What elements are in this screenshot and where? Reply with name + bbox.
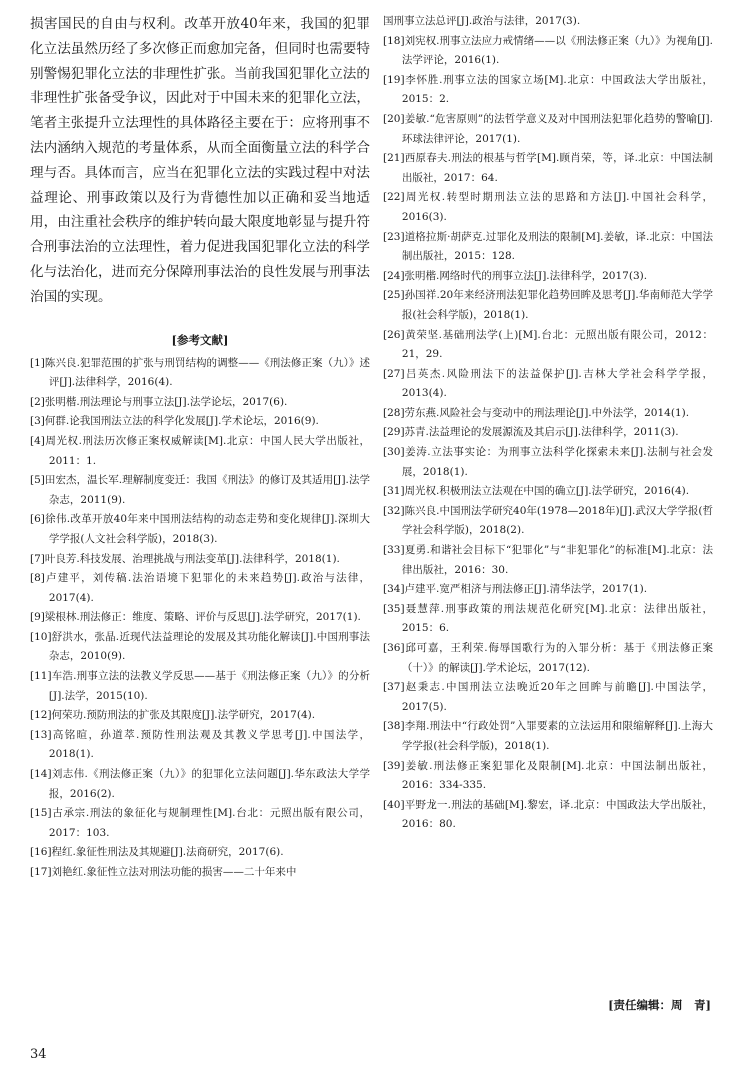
reference-item: [40]平野龙一.刑法的基础[M].黎宏，译.北京：中国政法大学出版社，2016：80. bbox=[383, 798, 713, 831]
reference-item: [39]姜敏.刑法修正案犯罪化及限制[M].北京：中国法制出版社，2016：334-335. bbox=[383, 759, 713, 792]
reference-item: [22]周光权.转型时期刑法立法的思路和方法[J].中国社会科学，2016(3). bbox=[383, 191, 713, 223]
references-list-left bbox=[30, 354, 370, 883]
reference-item: [9]梁根林.刑法修正：维度、策略、评价与反思[J].法学研究，2017(1). bbox=[30, 611, 361, 624]
reference-item: [7]叶良芳.科技发展、治理挑战与刑法变革[J].法律科学，2018(1). bbox=[30, 552, 340, 565]
reference-item: [10]舒洪水，张晶.近现代法益理论的发展及其功能化解读[J].中国刑事法杂志，2010(9). bbox=[30, 630, 370, 663]
reference-item: [4]周光权.刑法历次修正案权威解读[M].北京：中国人民大学出版社，2011：1. bbox=[30, 434, 370, 467]
reference-item: [13]高铭暄，孙道萃.预防性刑法观及其教义学思考[J].中国法学，2018(1). bbox=[30, 728, 370, 761]
references-heading: [参考文献] bbox=[171, 332, 229, 347]
reference-item: [31]周光权.积极刑法立法观在中国的确立[J].法学研究，2016(4). bbox=[383, 485, 690, 498]
reference-item: [3]何群.论我国刑法立法的科学化发展[J].学术论坛，2016(9). bbox=[30, 415, 319, 428]
reference-item: [23]道格拉斯·胡萨克.过罪化及刑法的限制[M].姜敏，译.北京：中国法制出版社，2015：128. bbox=[383, 230, 713, 263]
reference-item: [8]卢建平，刘传稿.法治语境下犯罪化的未来趋势[J].政治与法律，2017(4). bbox=[30, 572, 370, 604]
reference-item: [16]程红.象征性刑法及其规避[J].法商研究，2017(6). bbox=[30, 846, 284, 859]
reference-item: [15]古承宗.刑法的象征化与规制理性[M].台北：元照出版有限公司，2017：103. bbox=[30, 807, 370, 839]
editor-note: [责任编辑：周 青] bbox=[608, 998, 711, 1012]
page-number: 34 bbox=[30, 1047, 47, 1062]
reference-item: [26]黄荣坚.基础刑法学(上)[M].台北：元照出版有限公司，2012：21，29. bbox=[383, 328, 713, 361]
reference-item: [12]何荣功.预防刑法的扩张及其限度[J].法学研究，2017(4). bbox=[30, 709, 316, 722]
reference-item: [32]陈兴良.中国刑法学研究40年(1978—2018年)[J].武汉大学学报(哲学社会科学版)，2018(2). bbox=[383, 504, 713, 537]
body-paragraph: 损害国民的自由与权利。改革开放40年来，我国的犯罪化立法虽然历经了多次修正而愈加完备，但同时也需要特别警惕犯罪化立法的非理性扩张。当前我国犯罪化立法的非理性扩张备受争议，因此对于中国未来的犯罪化立法，笔者主张提升立法理性的具体路径主要在于：应将刑事不法内涵纳入规范的考量体系，从而全面衡量立法的科学合理与否。具体而言，应当在犯罪化立法的实践过程中对法益理论、刑事政策以及行为背德性加以正确和妥当地适用，由注重社会秩序的维护转向最大限度地彰显与提升符合刑事法治的立法理性，着力促进我国犯罪化立法的科学化与法治化，进而充分保障刑事法治的良性发展与刑事法治国的实现。 bbox=[30, 16, 370, 305]
reference-item: [34]卢建平.宽严相济与刑法修正[J].清华法学，2017(1). bbox=[383, 583, 648, 596]
reference-item: [11]车浩.刑事立法的法教义学反思——基于《刑法修正案（九）》的分析[J].法学，2015(10). bbox=[30, 670, 370, 702]
reference-item: [33]夏勇.和谐社会目标下“犯罪化”与“非犯罪化”的标准[M].北京：法律出版社，2016：30. bbox=[383, 544, 713, 576]
reference-item: [24]张明楷.网络时代的刑事立法[J].法律科学，2017(3). bbox=[383, 269, 648, 282]
right-column bbox=[383, 12, 713, 835]
reference-item: [1]陈兴良.犯罪范围的扩张与刑罚结构的调整——《刑法修正案（九）》述评[J].法律科学，2016(4). bbox=[30, 356, 370, 389]
reference-item: [19]李怀胜.刑事立法的国家立场[M].北京：中国政法大学出版社，2015：2. bbox=[383, 73, 713, 106]
reference-item: [29]苏青.法益理论的发展源流及其启示[J].法律科学，2011(3). bbox=[383, 426, 679, 439]
references-list-right bbox=[383, 12, 713, 835]
reference-item: [28]劳东燕.风险社会与变动中的刑法理论[J].中外法学，2014(1). bbox=[383, 406, 690, 419]
reference-item: [25]孙国祥.20年来经济刑法犯罪化趋势回眸及思考[J].华南师范大学学报(社会科学版)，2018(1). bbox=[383, 289, 713, 321]
reference-item: [5]田宏杰，温长军.理解制度变迁：我国《刑法》的修订及其适用[J].法学杂志，2011(9). bbox=[30, 474, 370, 506]
reference-item: [14]刘志伟.《刑法修正案（九）》的犯罪化立法问题[J].华东政法大学学报，2016(2). bbox=[30, 768, 370, 800]
reference-item: [2]张明楷.刑法理论与刑事立法[J].法学论坛，2017(6). bbox=[30, 395, 288, 408]
reference-item: [35]聂慧萍.刑事政策的刑法规范化研究[M].北京：法律出版社，2015：6. bbox=[383, 602, 713, 635]
reference-item: [18]刘宪权.刑事立法应力戒情绪——以《刑法修正案（九）》为视角[J].法学评论，2016(1). bbox=[383, 34, 713, 67]
reference-item: [38]李翔.刑法中“行政处罚”入罪要素的立法运用和限缩解释[J].上海大学学报(社会科学版)，2018(1). bbox=[383, 720, 713, 752]
reference-item: [6]徐伟.改革开放40年来中国刑法结构的动态走势和变化规律[J].深圳大学学报(人文社会科学版)，2018(3). bbox=[30, 513, 370, 545]
reference-item: 国刑事立法总评[J].政治与法律，2017(3). bbox=[383, 15, 581, 27]
reference-item: [30]姜涛.立法事实论：为刑事立法科学化探索未来[J].法制与社会发展，2018(1). bbox=[383, 446, 713, 478]
reference-item: [21]西原春夫.刑法的根基与哲学[M].顾肖荣，等，译.北京：中国法制出版社，2017：64. bbox=[383, 152, 713, 184]
reference-item: [27]吕英杰.风险刑法下的法益保护[J].吉林大学社会科学学报，2013(4). bbox=[383, 367, 713, 400]
left-column bbox=[30, 12, 370, 883]
reference-item: [20]姜敏.“危害原则”的法哲学意义及对中国刑法犯罪化趋势的警喻[J].环球法律评论，2017(1). bbox=[383, 112, 713, 145]
reference-item: [17]刘艳红.象征性立法对刑法功能的损害——二十年来中 bbox=[30, 866, 297, 878]
reference-item: [37]赵秉志.中国刑法立法晚近20年之回眸与前瞻[J].中国法学，2017(5). bbox=[383, 681, 713, 713]
reference-item: [36]邱可嘉，王利荣.侮辱国歌行为的入罪分析：基于《刑法修正案（十）》的解读[J].学术论坛，2017(12). bbox=[383, 642, 713, 674]
